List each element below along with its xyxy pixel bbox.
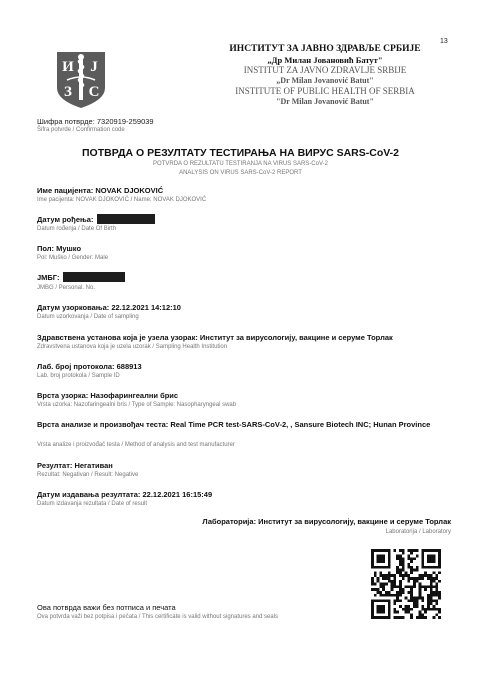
- redaction-box: [63, 272, 125, 282]
- institute-name-latin: INSTITUT ZA JAVNO ZDRAVLJE SRBIJE: [243, 65, 407, 75]
- sampling-date-label: Датум узорковања: 22.12.2021 14:12:10: [37, 303, 181, 312]
- laboratory-label: Лабораторија: Институт за вирусологију, вакцине и серуме Торлак: [202, 517, 451, 526]
- institute-name-cyrillic: ИНСТИТУТ ЗА ЈАВНО ЗДРАВЉЕ СРБИЈЕ: [229, 44, 421, 54]
- laboratory-sub: Laboratorija / Laboratory: [385, 529, 451, 535]
- issue-date-label: Датум издавања резултата: 22.12.2021 16:15:49: [37, 490, 213, 499]
- sampling-date-sub: Datum uzorkovanja / Date of sampling: [37, 314, 139, 320]
- sex-sub: Pol: Muško / Gender: Male: [37, 255, 109, 261]
- jmbg-label: ЈМБГ:: [37, 273, 60, 282]
- institution-label: Здравствена установа која је узела узорак: Институт за вирусологију, вакцине и серуме Торлак: [37, 333, 393, 342]
- institute-header: [210, 44, 440, 107]
- issue-date-sub: Datum izdavanja rezultata / Date of result: [37, 501, 148, 507]
- page-title: ПОТВРДА О РЕЗУЛТАТУ ТЕСТИРАЊА НА ВИРУС SARS-CoV-2: [81, 147, 400, 159]
- validity-note: Ова потврда важи без потписа и печата: [37, 603, 176, 612]
- institute-batut-english: "Dr Milan Jovanović Batut": [276, 96, 374, 106]
- lab-number-sub: Lab. broj protokola / Sample ID: [37, 373, 120, 379]
- institute-name-english: INSTITUTE OF PUBLIC HEALTH OF SERBIA: [235, 86, 415, 96]
- logo-letter: J: [90, 59, 98, 75]
- test-type-sub: Vrsta analize i proizvođač testa / Method of analysis and test manufacturer: [37, 442, 235, 448]
- validity-note-sub: Ova potvrda važi bez potpisa i pečata / This certificate is valid without signatures and seals: [37, 614, 279, 620]
- test-type-label: Врста анализе и произвођач теста: Real Time PCR test-SARS-CoV-2, , Sansure Biotech INC; Hunan Province: [37, 420, 431, 429]
- lab-number-label: Лаб. број протокола: 688913: [37, 362, 142, 371]
- result-sub: Rezultat: Negativan / Result: Negative: [37, 472, 139, 478]
- page-subtitle-latin: POTVRDA O REZULTATU TESTIRANJA NA VIRUS SARS-CoV-2: [153, 161, 328, 167]
- birth-date-sub: Datum rođenja / Date Of Birth: [37, 226, 117, 232]
- logo-letter: И: [62, 59, 74, 75]
- birth-date-row: [37, 214, 155, 224]
- redaction-box: [97, 214, 155, 224]
- institute-batut-latin: „Dr Milan Jovanović Batut": [276, 75, 374, 85]
- shield-icon: [55, 50, 107, 110]
- sample-type-sub: Vrsta uzorka: Nazofaringealni bris / Type of Sample: Nasopharyngeal swab: [37, 402, 237, 408]
- jmbg-sub: JMBG / Personal. No.: [37, 285, 96, 291]
- result-label: Резултат: Негативан: [37, 461, 113, 470]
- logo-letter: С: [88, 84, 100, 100]
- institute-logo: [55, 50, 107, 110]
- confirmation-code: Шифра потврде: 7320919-259039: [37, 117, 154, 126]
- logo-letter: З: [64, 84, 72, 100]
- institution-sub: Zdravstvena ustanova koja je uzela uzorak / Sampling Health Institution: [37, 344, 228, 350]
- patient-name-label: Име пацијента: NOVAK DJOKOVIĆ: [37, 186, 164, 195]
- qr-code-icon: [371, 549, 441, 619]
- jmbg-row: [37, 272, 125, 282]
- page-number: 13: [440, 38, 448, 45]
- page-subtitle-english: ANALYSIS ON VIRUS SARS-CoV-2 REPORT: [179, 170, 302, 176]
- birth-date-label: Датум рођења:: [37, 215, 94, 224]
- institute-batut-cyrillic: „Др Милан Јовановић Батут": [267, 54, 383, 65]
- sample-type-label: Врста узорка: Назофарингеални брис: [37, 391, 179, 400]
- patient-name-sub: Ime pacijenta: NOVAK DJOKOVIĆ / Name: NOVAK DJOKOVIĆ: [37, 197, 207, 203]
- confirmation-code-sub: Šifra potvrde / Confirmation code: [37, 127, 125, 133]
- sex-label: Пол: Мушко: [37, 244, 82, 253]
